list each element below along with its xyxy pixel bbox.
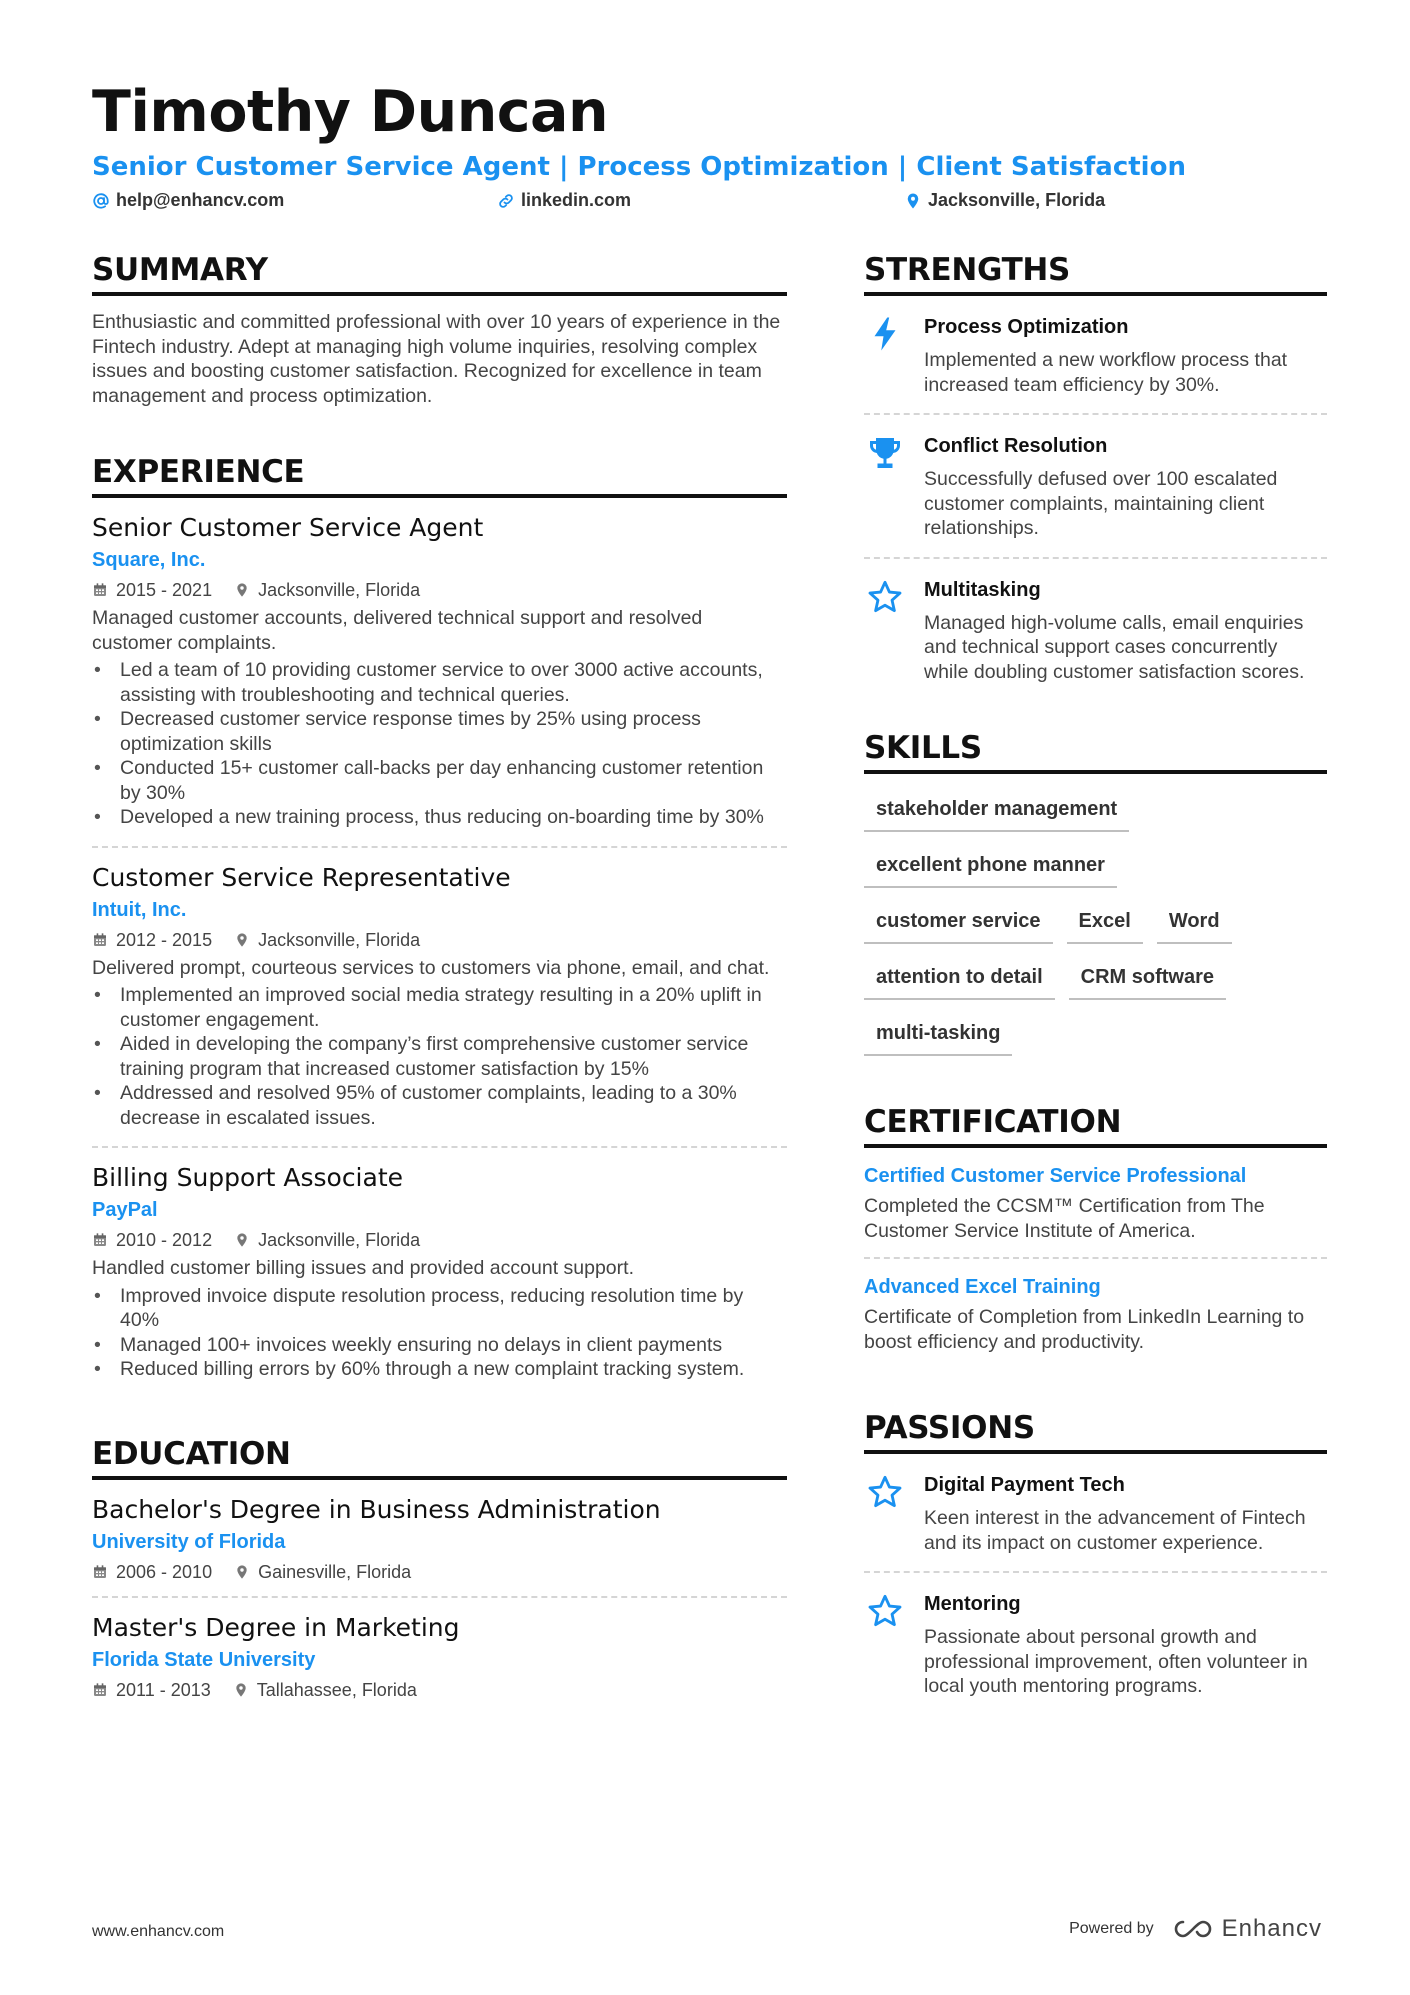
location-text: Tallahassee, Florida [256,1679,417,1700]
job-meta [92,928,787,952]
icon-holder [864,1591,906,1699]
map-pin-icon [234,1564,250,1580]
date-range [92,578,212,602]
strength-item [864,559,1327,701]
icon-holder [864,433,906,541]
link-icon [497,192,515,210]
achievement-item: • Implemented an improved social media strategy resulting in a 20% uplift in customer engagement. [92,983,787,1032]
strength-item-body [924,577,1327,685]
job-entry [92,498,787,848]
map-pin-icon [234,1232,250,1248]
strength-item-text: Managed high-volume calls, email enquiries and technical support cases concurrently while doubling customer satisfaction scores. [924,611,1305,683]
job-meta [92,578,787,602]
powered-by [1069,1915,1322,1943]
passion-item-text: Passionate about personal growth and professional improvement, often volunteer in local youth mentoring programs. [924,1626,1308,1697]
at-icon [92,192,110,210]
candidate-name: Timothy Duncan [92,79,609,145]
job-location [234,1560,411,1584]
skill-tag: Excel [1067,898,1143,944]
headline: Senior Customer Service Agent | Process Optimization | Client Satisfaction [92,152,1186,182]
job-title: Senior Customer Service Agent [92,513,484,542]
achievement-list [92,1284,787,1382]
job-location [234,1228,420,1252]
passions-title: PASSIONS [864,1408,1327,1454]
icon-holder [864,1472,906,1555]
date-range [92,928,212,952]
icon-holder [864,577,906,685]
passion-item-text: Keen interest in the advancement of Fintech and its impact on customer experience. [924,1507,1306,1554]
passion-item-body [924,1591,1327,1699]
job-meta [92,1560,787,1584]
company-name: Square, Inc. [92,549,206,571]
brand-name: Enhancv [1221,1915,1322,1942]
job-location [234,578,420,602]
achievement-list [92,658,787,830]
certification-text: Completed the CCSM™ Certification from The Customer Service Institute of America. [864,1195,1265,1242]
location-text: Jacksonville, Florida [258,1230,421,1250]
strength-item-text: Implemented a new workflow process that increased team efficiency by 30%. [924,349,1288,396]
experience-section [92,452,787,1398]
achievement-item: • Decreased customer service response times by 25% using process optimization skills [92,707,787,756]
strength-item-name: Process Optimization [924,316,1129,338]
achievement-item: • Managed 100+ invoices weekly ensuring no delays in client payments [92,1333,787,1358]
star-icon [867,1593,903,1699]
job-location [234,928,420,952]
star-icon [867,579,903,685]
summary-title: SUMMARY [92,250,787,296]
experience-title: EXPERIENCE [92,452,787,498]
strength-item-text: Successfully defused over 100 escalated customer complaints, maintaining client relationships. [924,468,1278,539]
location-text: Gainesville, Florida [258,1561,412,1582]
strength-item [864,296,1327,415]
date-text: 2012 - 2015 [116,929,213,950]
strength-item-name: Multitasking [924,578,1041,601]
date-range [92,1678,211,1702]
skill-tag: excellent phone manner [864,842,1117,888]
job-title: Billing Support Associate [92,1163,404,1192]
job-description: Handled customer billing issues and provided account support. [92,1257,634,1279]
location-text: Jacksonville, Florida [928,190,1106,210]
certification-text: Certificate of Completion from LinkedIn Learning to boost efficiency and productivity. [864,1306,1305,1353]
left-column [92,250,787,1758]
calendar-icon [92,1232,108,1248]
job-meta [92,1228,787,1252]
strength-item-name: Conflict Resolution [924,435,1108,457]
job-entry [92,848,787,1149]
calendar-icon [92,1682,108,1698]
map-pin-icon [233,1682,249,1698]
skills-title: SKILLS [864,728,1327,774]
map-pin-icon [234,582,250,598]
passion-list [864,1454,1327,1715]
powered-by-label: Powered by [1069,1920,1154,1937]
job-location [233,1678,417,1702]
strength-item [864,415,1327,559]
passion-item [864,1573,1327,1715]
education-title: EDUCATION [92,1434,787,1480]
job-title: Customer Service Representative [92,862,511,892]
passion-item [864,1454,1327,1573]
map-pin-icon [234,932,250,948]
passions-section [864,1408,1327,1715]
summary-text: Enthusiastic and committed professional with over 10 years of experience in the Fintech industry. Adept at managing high volume inquiries, resolving complex issues and boosting customer satisfaction. Recognized for excellence in team management and process optimization. [92,311,781,407]
email-text: help@enhancv.com [116,190,285,210]
strengths-title: STRENGTHS [864,250,1327,296]
job-entry [92,1148,787,1398]
passion-item-name: Mentoring [924,1593,1021,1615]
star-icon [867,1474,903,1555]
degree-title: Master's Degree in Marketing [92,1612,460,1642]
skill-tag: CRM software [1069,954,1226,1000]
linkedin-contact[interactable] [497,190,631,211]
achievement-item: • Conducted 15+ customer call-backs per day enhancing customer retention by 30% [92,756,787,805]
date-range [92,1560,212,1584]
calendar-icon [92,1564,108,1580]
contact-row [92,190,1322,220]
location-text: Jacksonville, Florida [258,580,421,600]
achievement-item: • Improved invoice dispute resolution process, reducing resolution time by 40% [92,1284,787,1333]
linkedin-text: linkedin.com [521,190,632,210]
location-contact [904,190,1105,211]
school-name: University of Florida [92,1530,286,1553]
certification-name: Advanced Excel Training [864,1276,1101,1298]
school-name: Florida State University [92,1648,316,1671]
achievement-item: • Developed a new training process, thus reducing on-boarding time by 30% [92,805,787,830]
company-name: PayPal [92,1199,158,1221]
right-column [864,250,1327,1759]
job-description: Managed customer accounts, delivered technical support and resolved customer complaints. [92,607,703,654]
location-text: Jacksonville, Florida [258,929,421,950]
passion-item-name: Digital Payment Tech [924,1474,1125,1496]
certification-list [864,1148,1327,1368]
achievement-list [92,983,787,1130]
brand-logo[interactable] [1172,1915,1322,1943]
date-text: 2011 - 2013 [116,1679,211,1700]
achievement-item: • Reduced billing errors by 60% through a new complaint tracking system. [92,1357,787,1382]
date-text: 2015 - 2021 [116,580,213,600]
strength-list [864,296,1327,700]
certification-entry [864,1148,1327,1259]
calendar-icon [92,582,108,598]
skill-tag: customer service [864,898,1053,944]
footer [92,1915,1322,1955]
trophy-icon [867,435,903,541]
achievement-item: • Led a team of 10 providing customer service to over 3000 active accounts, assisting with troubleshooting and technical queries. [92,658,787,707]
education-section [92,1434,787,1714]
achievement-item: • Aided in developing the company’s first comprehensive customer service training program that increased customer satisfaction by 15% [92,1032,787,1081]
strength-item-body [924,433,1327,541]
skill-list [864,786,1327,1066]
degree-title: Bachelor's Degree in Business Administration [92,1494,661,1524]
skill-tag: stakeholder management [864,786,1129,832]
footer-site-link[interactable]: www.enhancv.com [92,1923,225,1940]
date-text: 2010 - 2012 [116,1230,213,1250]
date-text: 2006 - 2010 [116,1561,213,1582]
job-description: Delivered prompt, courteous services to customers via phone, email, and chat. [92,956,770,979]
education-entry [92,1598,787,1714]
certification-section [864,1102,1327,1368]
infinity-logo-icon [1172,1917,1214,1941]
summary-section [92,250,787,408]
resume-header [92,80,1322,220]
skills-section [864,728,1327,1066]
map-pin-icon [904,192,922,210]
skill-tag: attention to detail [864,954,1055,1000]
job-list [92,498,787,1398]
email-contact[interactable] [92,190,284,211]
skill-tag: multi-tasking [864,1010,1012,1056]
lightning-icon [867,316,903,397]
achievement-item: • Addressed and resolved 95% of customer complaints, leading to a 30% decrease in escalated issues. [92,1081,787,1130]
date-range [92,1228,212,1252]
certification-entry [864,1259,1327,1368]
skill-tag: Word [1157,898,1232,944]
education-list [92,1480,787,1714]
education-entry [92,1480,787,1598]
certification-title: CERTIFICATION [864,1102,1327,1148]
icon-holder [864,314,906,397]
passion-item-body [924,1472,1327,1555]
company-name: Intuit, Inc. [92,898,187,921]
calendar-icon [92,932,108,948]
job-meta [92,1678,787,1702]
strength-item-body [924,314,1327,397]
certification-name: Certified Customer Service Professional [864,1165,1247,1187]
strengths-section [864,250,1327,700]
